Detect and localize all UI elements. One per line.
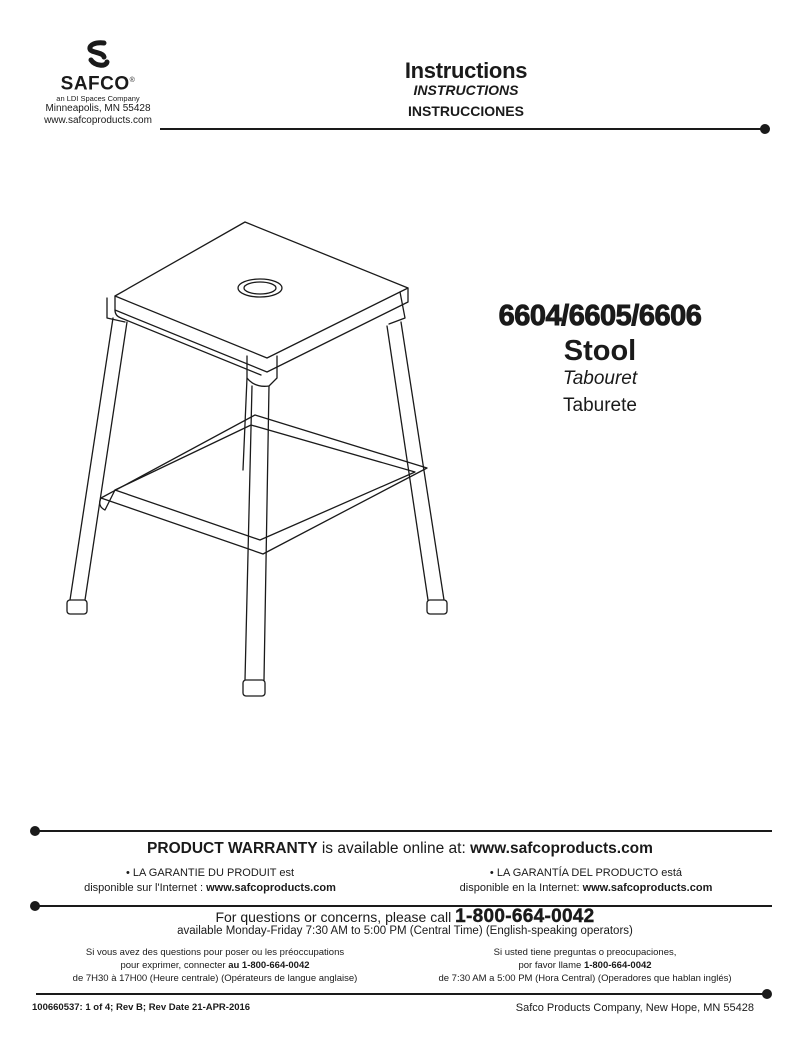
safco-s-icon: [83, 40, 113, 70]
contact-spanish-phone[interactable]: 1-800-664-0042: [583, 960, 652, 971]
warranty-title: PRODUCT WARRANTY: [147, 840, 318, 857]
warranty-spanish: [416, 866, 756, 896]
contact-question: For questions or concerns, please call: [215, 909, 456, 925]
footer-rule: [36, 993, 768, 995]
contact-french-line3: de 7H30 à 17H00 (Heure centrale) (Opérateurs de langue anglaise): [72, 973, 358, 984]
warranty-spanish-line1: • LA GARANTÍA DEL PRODUCTO está: [489, 867, 683, 879]
company-address: Safco Products Company, New Hope, MN 55428: [515, 1002, 754, 1014]
stool-illustration: [55, 210, 455, 710]
warranty-french-line1: • LA GARANTIE DU PRODUIT est: [125, 867, 295, 879]
brand-subline: an LDI Spaces Company: [56, 94, 140, 104]
product-name-spanish: Taburete: [563, 395, 637, 416]
contact-availability: available Monday-Friday 7:30 AM to 5:00 PM (Central Time) (English-speaking operators): [177, 925, 633, 937]
contact-french: [30, 946, 400, 985]
contact-rule: [36, 905, 772, 907]
warranty-spanish-line2: disponible en la Internet:: [459, 882, 583, 894]
header-rule: [160, 128, 766, 130]
contact-spanish-line1: Si usted tiene preguntas o preocupaciones,: [493, 947, 677, 958]
warranty-url[interactable]: www.safcoproducts.com: [470, 840, 653, 857]
contact-headline: [60, 906, 750, 927]
title-spanish: INSTRUCCIONES: [408, 103, 524, 119]
document-code: 100660537: 1 of 4; Rev B; Rev Date 21-APR-2016: [32, 1002, 251, 1013]
title-french: INSTRUCTIONS: [413, 82, 519, 98]
brand-logo: [36, 40, 160, 127]
registered-mark: ®: [129, 77, 136, 84]
product-name-french: Tabouret: [562, 368, 638, 389]
contact-phone[interactable]: 1-800-664-0042: [455, 906, 595, 927]
brand-name: SAFCO: [60, 73, 130, 95]
model-numbers: 6604/6605/6606: [498, 300, 702, 332]
contact-spanish: [400, 946, 770, 985]
contact-spanish-line2: por favor llame: [518, 960, 584, 971]
warranty-french-url[interactable]: www.safcoproducts.com: [206, 882, 336, 894]
product-name-english: Stool: [563, 335, 637, 367]
warranty-french-line2: disponible sur l'Internet :: [84, 882, 207, 894]
footer-rule-dot: [762, 989, 772, 999]
brand-city: Minneapolis, MN 55428: [45, 103, 151, 115]
brand-url: www.safcoproducts.com: [44, 115, 152, 127]
warranty-headline: [40, 840, 760, 858]
warranty-spanish-url[interactable]: www.safcoproducts.com: [582, 882, 713, 894]
warranty-rule: [36, 830, 772, 832]
contact-french-phone[interactable]: au 1-800-664-0042: [228, 960, 310, 971]
header-rule-dot: [760, 124, 770, 134]
warranty-french: [40, 866, 380, 896]
contact-french-line2: pour exprimer, connecter: [120, 960, 229, 971]
contact-spanish-line3: de 7:30 AM a 5:00 PM (Hora Central) (Operadores que hablan inglés): [438, 973, 732, 984]
title-english: Instructions: [404, 58, 528, 83]
warranty-text: is available online at:: [317, 840, 471, 857]
contact-french-line1: Si vous avez des questions pour poser ou les préoccupations: [85, 947, 345, 958]
